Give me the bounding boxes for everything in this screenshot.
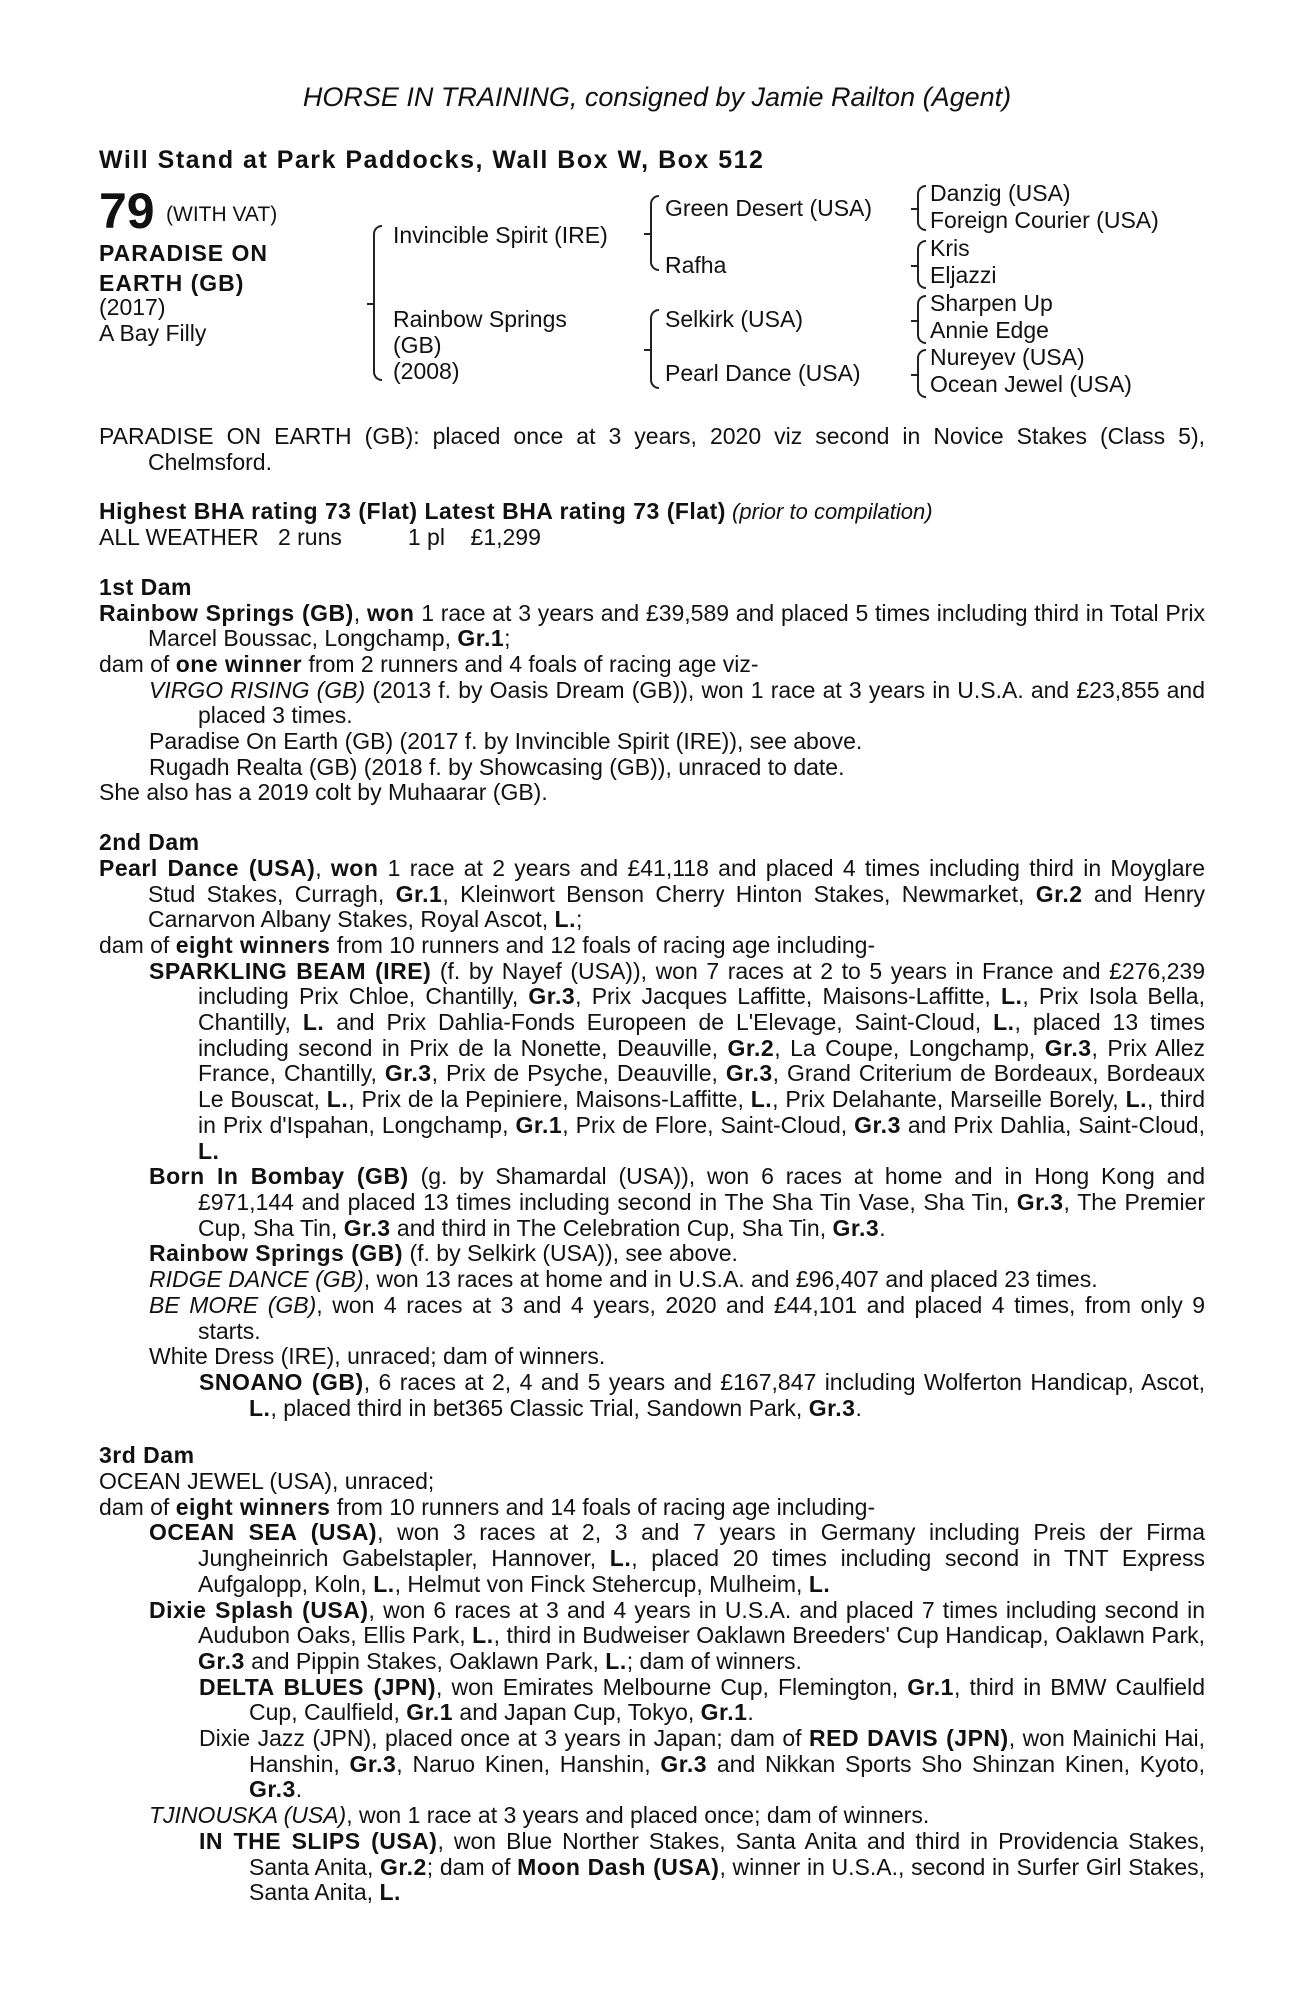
horse-info bbox=[99, 294, 206, 346]
produce-item: OCEAN SEA (USA), won 3 races at 2, 3 and 7 years in Germany including Preis der Firma Jungheinrich Gabelstapler, Hannover, L., placed 20 times including second in TNT Express Aufgalopp, Koln, L., Helmut von Finck Stehercup, Mulheim, L. bbox=[149, 1519, 1206, 1597]
first-dam-produce: dam of one winner from 2 runners and 4 foals of racing age viz- bbox=[99, 650, 759, 677]
horse-description: A Bay Filly bbox=[99, 320, 207, 346]
produce-item: RIDGE DANCE (GB), won 13 races at home and in U.S.A. and £96,407 and placed 23 times. bbox=[149, 1266, 1098, 1293]
horse-name-line2: EARTH (GB) bbox=[99, 270, 245, 296]
produce-item: TJINOUSKA (USA), won 1 race at 3 years and placed once; dam of winners. bbox=[149, 1802, 930, 1829]
produce-item: Rainbow Springs (GB) (f. by Selkirk (USA)), see above. bbox=[149, 1240, 738, 1267]
produce-subitem: SNOANO (GB), 6 races at 2, 4 and 5 years and £167,847 including Wolferton Handicap, Ascot, L., placed third in bet365 Classic Trial, Sandown Park, Gr.3. bbox=[199, 1368, 1205, 1421]
gen3-8: Ocean Jewel (USA) bbox=[930, 371, 1132, 397]
third-dam-produce: dam of eight winners from 10 runners and 14 foals of racing age including- bbox=[99, 1493, 876, 1520]
produce-subitem: IN THE SLIPS (USA), won Blue Norther Stakes, Santa Anita and third in Providencia Stakes, Santa Anita, Gr.2; dam of Moon Dash (USA), winner in U.S.A., second in Surfer Girl Stakes, Santa Anita, L. bbox=[199, 1827, 1206, 1906]
pedigree-brace bbox=[650, 195, 659, 271]
gen3-5: Sharpen Up bbox=[930, 290, 1053, 316]
pedigree-brace bbox=[917, 295, 926, 344]
sire-dam: Rafha bbox=[665, 252, 727, 278]
second-dam-produce: dam of eight winners from 10 runners and 12 foals of racing age including- bbox=[99, 931, 876, 958]
dam-sire: Selkirk (USA) bbox=[665, 306, 804, 332]
produce-item: Rugadh Realta (GB) (2018 f. by Showcasing (GB)), unraced to date. bbox=[149, 753, 845, 780]
third-dam-heading: 3rd Dam bbox=[99, 1442, 195, 1469]
produce-item: White Dress (IRE), unraced; dam of winners. bbox=[149, 1343, 606, 1370]
sire: Invincible Spirit (IRE) bbox=[393, 222, 608, 248]
dam: Rainbow Springs (GB) (2008) bbox=[393, 306, 567, 384]
dam-dam: Pearl Dance (USA) bbox=[665, 360, 861, 386]
gen3-1: Danzig (USA) bbox=[930, 180, 1071, 206]
page-header: HORSE IN TRAINING, consigned by Jamie Railton (Agent) bbox=[302, 82, 1012, 112]
produce-subitem: Dixie Jazz (JPN), placed once at 3 years in Japan; dam of RED DAVIS (JPN), won Mainichi Hai, Hanshin, Gr.3, Naruo Kinen, Hanshin, Gr.3 and Nikkan Sports Sho Shinzan Kinen, Kyoto, Gr.3. bbox=[199, 1725, 1205, 1803]
pedigree-brace bbox=[917, 349, 926, 398]
all-weather-line: ALL WEATHER 2 runs 1 pl £1,299 bbox=[99, 524, 541, 551]
produce-item: SPARKLING BEAM (IRE) (f. by Nayef (USA)), won 7 races at 2 to 5 years in France and £276,239 including Prix Chloe, Chantilly, Gr.3, Prix Jacques Laffitte, Maisons-Laffitte, L., Prix Isola Bella, Chantilly, L. and Prix Dahlia-Fonds Europeen de L'Elevage, Saint-Cloud, L., placed 13 times including second in Prix de la Nonette, Deauville, Gr.2, La Coupe, Longchamp, Gr.3, Prix Allez France, Chantilly, Gr.3, Prix de Psyche, Deauville, Gr.3, Grand Criterium de Bordeaux, Bordeaux Le Bouscat, L., Prix de la Pepiniere, Maisons-Laffitte, L., Prix Delahante, Marseille Borely, L., third in Prix d'Ispahan, Longchamp, Gr.1, Prix de Flore, Saint-Cloud, Gr.3 and Prix Dahlia, Saint-Cloud, L. bbox=[149, 957, 1206, 1164]
first-dam-record: Rainbow Springs (GB), won 1 race at 3 years and £39,589 and placed 5 times including third in Total Prix Marcel Boussac, Longchamp, Gr.1; bbox=[99, 599, 1205, 652]
second-dam-heading: 2nd Dam bbox=[99, 829, 200, 856]
gen3-6: Annie Edge bbox=[930, 317, 1049, 343]
third-dam-record: OCEAN JEWEL (USA), unraced; bbox=[99, 1468, 435, 1495]
second-dam-record: Pearl Dance (USA), won 1 race at 2 years and £41,118 and placed 4 times including third in Moyglare Stud Stakes, Curragh, Gr.1, Kleinwort Benson Cherry Hinton Stakes, Newmarket, Gr.2 and Henry Carnarvon Albany Stakes, Royal Ascot, L.; bbox=[99, 854, 1205, 933]
vat-note: (WITH VAT) bbox=[166, 203, 278, 226]
produce-note: She also has a 2019 colt by Muhaarar (GB). bbox=[99, 779, 548, 806]
race-record: PARADISE ON EARTH (GB): placed once at 3 years, 2020 viz second in Novice Stakes (Class 5), Chelmsford. bbox=[99, 423, 1205, 475]
produce-item: BE MORE (GB), won 4 races at 3 and 4 years, 2020 and £44,101 and placed 4 times, from only 9 starts. bbox=[149, 1291, 1206, 1344]
first-dam-heading: 1st Dam bbox=[99, 573, 192, 600]
pedigree-brace bbox=[373, 225, 382, 381]
lot-number: 79 bbox=[99, 183, 155, 239]
produce-item: Born In Bombay (GB) (g. by Shamardal (USA)), won 6 races at home and in Hong Kong and £971,144 and placed 13 times including second in The Sha Tin Vase, Sha Tin, Gr.3, The Premier Cup, Sha Tin, Gr.3 and third in The Celebration Cup, Sha Tin, Gr.3. bbox=[149, 1163, 1206, 1241]
rating-line: Highest BHA rating 73 (Flat) Latest BHA rating 73 (Flat) (prior to compilation) bbox=[99, 498, 933, 525]
gen3-7: Nureyev (USA) bbox=[930, 344, 1085, 370]
foaling-year: (2017) bbox=[99, 294, 166, 320]
gen3-4: Eljazzi bbox=[930, 262, 997, 288]
gen3-2: Foreign Courier (USA) bbox=[930, 207, 1159, 233]
horse-name bbox=[99, 238, 268, 298]
pedigree-brace bbox=[650, 309, 659, 389]
produce-subitem: DELTA BLUES (JPN), won Emirates Melbourne Cup, Flemington, Gr.1, third in BMW Caulfield Cup, Caulfield, Gr.1 and Japan Cup, Tokyo, Gr.1. bbox=[199, 1673, 1205, 1726]
gen3-3: Kris bbox=[930, 235, 970, 261]
stand-location: Will Stand at Park Paddocks, Wall Box W, Box 512 bbox=[99, 146, 765, 174]
catalogue-body bbox=[99, 424, 1205, 1906]
sire-sire: Green Desert (USA) bbox=[665, 195, 873, 221]
pedigree-brace bbox=[917, 240, 926, 289]
produce-item: Dixie Splash (USA), won 6 races at 3 and 4 years in U.S.A. and placed 7 times including second in Audubon Oaks, Ellis Park, L., third in Budweiser Oaklawn Breeders' Cup Handicap, Oaklawn Park, Gr.3 and Pippin Stakes, Oaklawn Park, L.; dam of winners. bbox=[149, 1596, 1206, 1674]
pedigree-brace bbox=[917, 185, 926, 231]
horse-name-line1: PARADISE ON bbox=[99, 240, 269, 266]
produce-item: VIRGO RISING (GB) (2013 f. by Oasis Dream (GB)), won 1 race at 3 years in U.S.A. and £23,855 and placed 3 times. bbox=[149, 676, 1206, 729]
produce-item: Paradise On Earth (GB) (2017 f. by Invincible Spirit (IRE)), see above. bbox=[149, 728, 863, 755]
